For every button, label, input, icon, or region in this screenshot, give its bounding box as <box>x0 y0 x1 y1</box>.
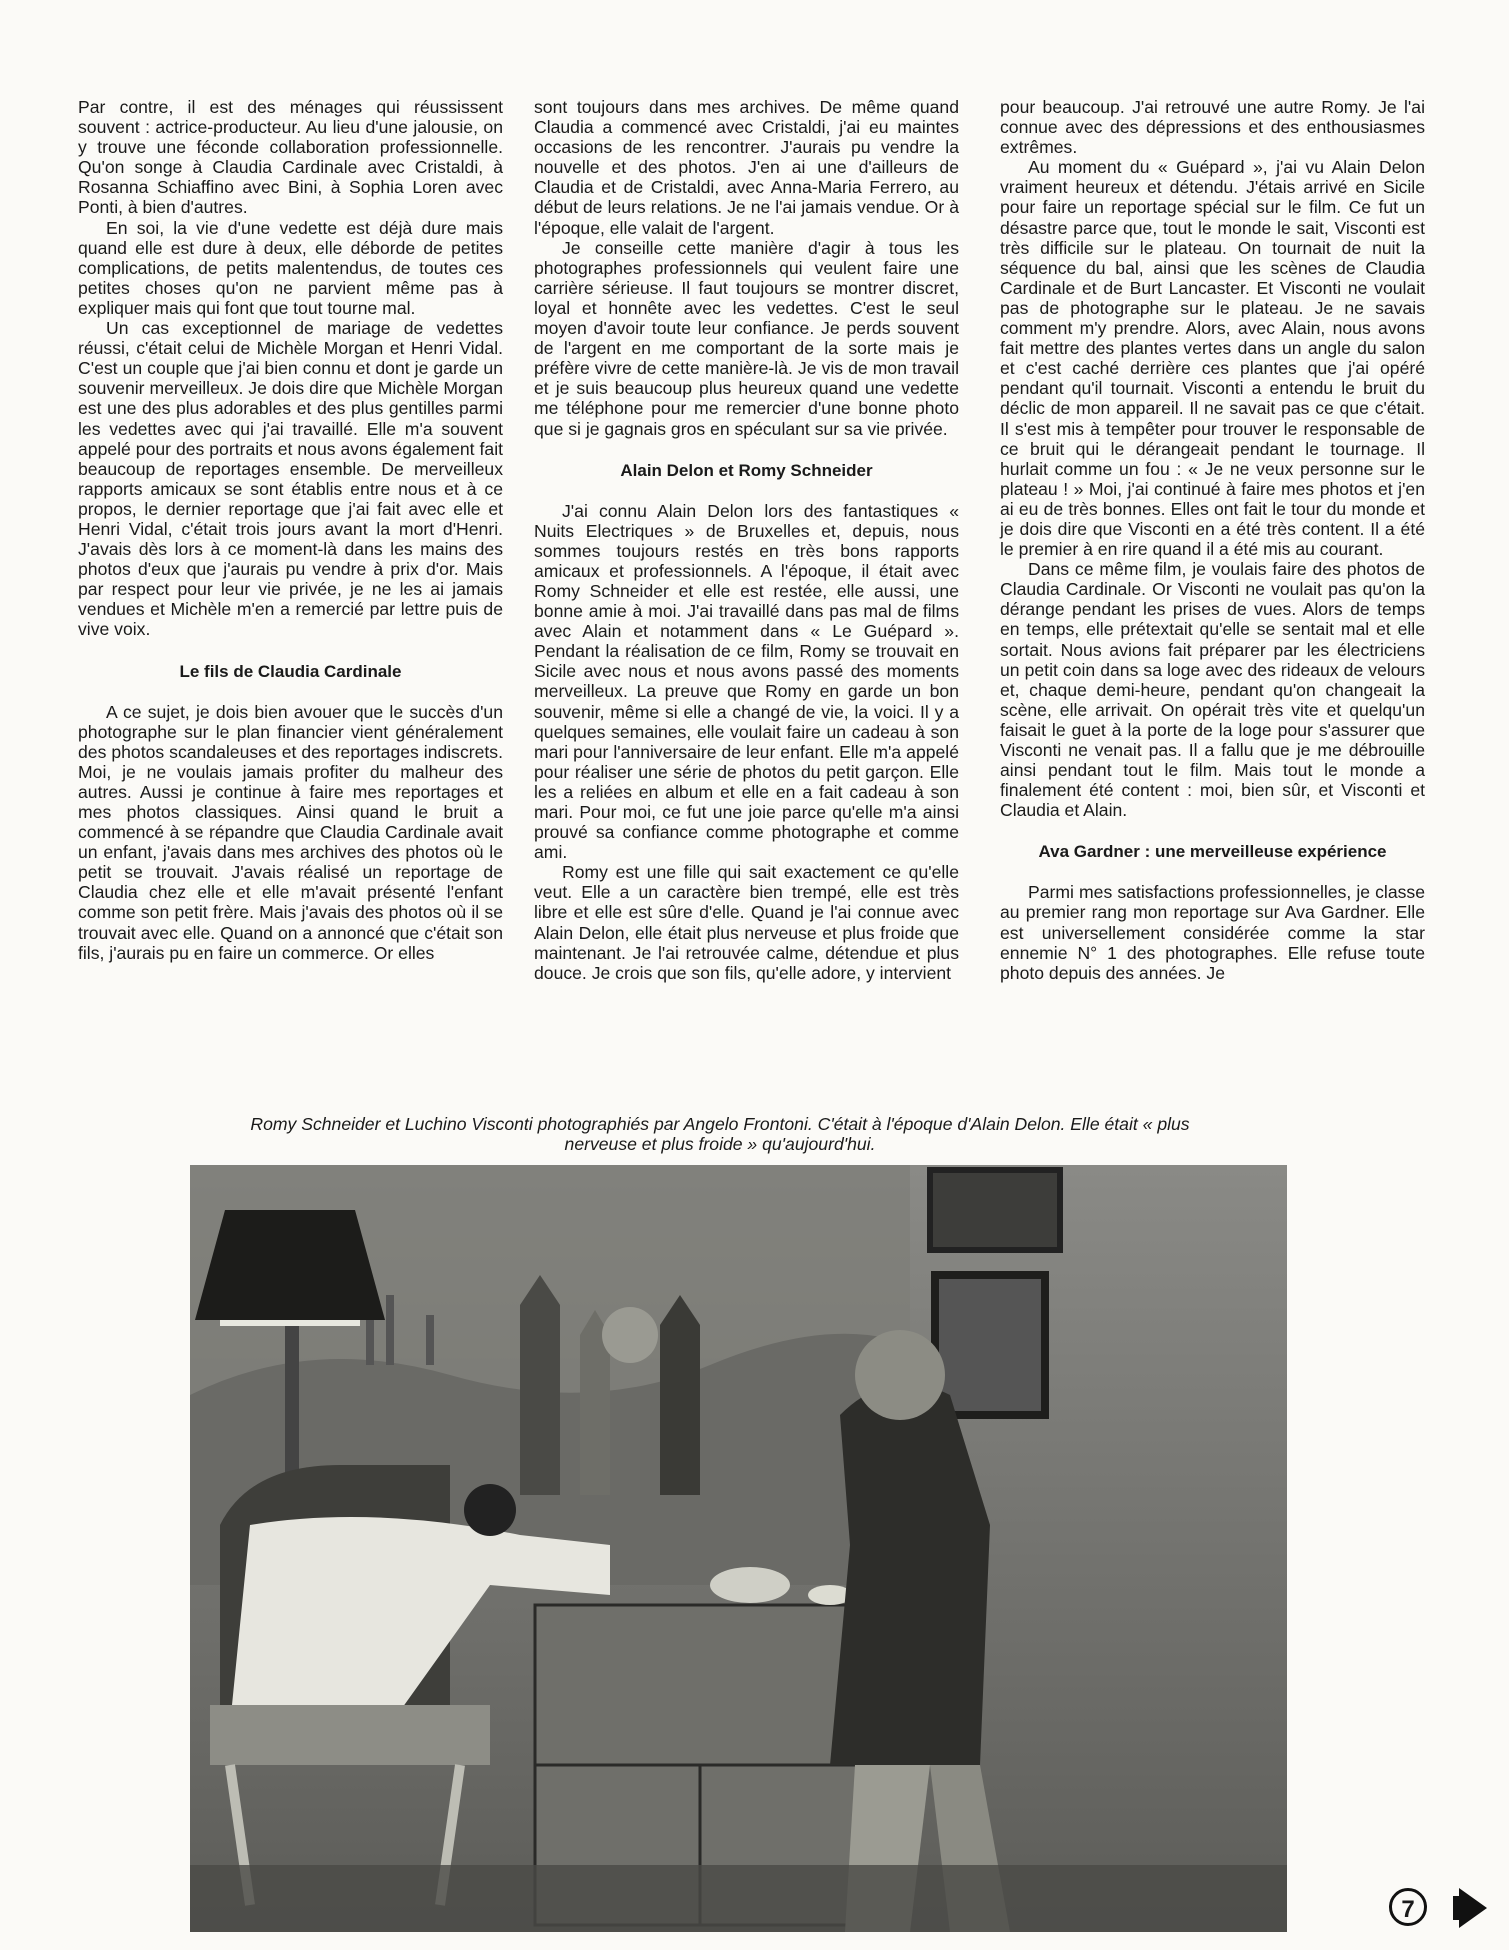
page-number: 7 <box>1389 1888 1427 1926</box>
section-heading: Le fils de Claudia Cardinale <box>179 661 402 681</box>
caption-line: nerveuse et plus froide » qu'aujourd'hui. <box>564 1134 876 1154</box>
article-column-1 <box>78 97 503 963</box>
paragraph: Dans ce même film, je voulais faire des photos de Claudia Cardinale. Or Visconti ne voulait pas qu'on la dérange pendant les prises de vues. Alors de temps en temps, elle prétextait qu'elle se sentait mal et elle sortait. Nous avions fait préparer par les électriciens un petit coin dans sa loge avec des rideaux de velours et, chaque demi-heure, pendant qu'on changeait la scène, elle arrivait. On opérait très vite et quelqu'un faisait le guet à la porte de la loge pour s'assurer que Visconti ne venait pas. Il a fallu que je me débrouille ainsi pendant tout le film. Mais tout le monde a finalement été content : moi, bien sûr, et Visconti et Claudia et Alain. <box>1000 559 1425 821</box>
paragraph: Un cas exceptionnel de mariage de vedettes réussi, c'était celui de Michèle Morgan et Henri Vidal. C'est un couple que j'ai bien connu et dont je garde un souvenir merveilleux. Je dois dire que Michèle Morgan est une des plus adorables et des plus gentilles parmi les vedettes avec qui j'ai travaillé. Elle m'a souvent appelé pour des portraits et nous avons également fait beaucoup de reportages ensemble. De merveilleux rapports amicaux se sont établis entre nous et à ce propos, le dernier reportage que j'ai fait avec elle et Henri Vidal, c'était trois jours avant la mort d'Henri. J'avais dès lors à ce moment-là dans les mains des photos d'eux que j'aurais pu vendre à prix d'or. Mais par respect pour leur vie privée, je ne les ai jamais vendues et Michèle m'en a remercié par lettre puis de vive voix. <box>78 318 503 640</box>
photo-illustration <box>190 1165 1287 1932</box>
paragraph: A ce sujet, je dois bien avouer que le succès d'un photographe sur le plan financier vient généralement des photos scandaleuses et des reportages indiscrets. Moi, je ne voulais jamais profiter du malheur des autres. Aussi je continue à faire mes reportages et mes photos classiques. Ainsi quand le bruit a commencé à se répandre que Claudia Cardinale avait un enfant, j'avais dans mes archives des photos où le petit se trouvait. J'avais réalisé un reportage de Claudia chez elle et elle m'avait présenté l'enfant comme son petit frère. Mais j'avais des photos où il se trouvait avec elle. Quand on a annoncé que c'était son fils, j'aurais pu en faire un commerce. Or elles <box>78 701 503 963</box>
section-heading: Alain Delon et Romy Schneider <box>620 460 873 480</box>
paragraph: J'ai connu Alain Delon lors des fantastiques « Nuits Electriques » de Bruxelles et, depuis, nous sommes toujours restés en très bons rapports amicaux et professionnels. A l'époque, il était avec Romy Schneider et elle est restée, elle aussi, une bonne amie à moi. J'ai travaillé dans pas mal de films avec Alain et notamment dans « Le Guépard ». Pendant la réalisation de ce film, Romy se trouvait en Sicile avec nous et nous avons passé des moments merveilleux. La preuve que Romy en garde un bon souvenir, même si elle a changé de vie, la voici. Il y a quelques semaines, elle voulait faire un cadeau à son mari pour l'anniversaire de leur enfant. Elle m'a appelé pour réaliser une série de photos du petit garçon. Elle les a reliées en album et elle en a fait cadeau à son mari. Pour moi, ce fut une joie parce qu'elle m'a ainsi prouvé sa confiance comme photographe et comme ami. <box>534 500 959 863</box>
section-heading: Ava Gardner : une merveilleuse expérience <box>1038 842 1387 862</box>
photo-caption <box>170 1114 1270 1154</box>
paragraph: sont toujours dans mes archives. De même quand Claudia a commencé avec Cristaldi, j'ai eu maintes occasions de les rencontrer. J'aurais pu vendre la nouvelle et des photos. J'en ai une d'ailleurs de Claudia et de Cristaldi, avec Anna-Maria Ferrero, au début de leurs relations. Je ne l'ai jamais vendue. Or à l'époque, elle valait de l'argent. <box>534 97 959 238</box>
paragraph: Je conseille cette manière d'agir à tous les photographes professionnels qui veulent faire une carrière sérieuse. Il faut toujours se montrer discret, loyal et honnête avec les vedettes. C'est le seul moyen d'avoir toute leur confiance. Je perds souvent de l'argent en me comportant de la sorte mais je préfère vivre de cette manière-là. Je vis de mon travail et je suis beaucoup plus heureux quand une vedette me téléphone pour me remercier d'une bonne photo que si je gagnais gros en spéculant sur sa vie privée. <box>534 237 959 439</box>
paragraph: Au moment du « Guépard », j'ai vu Alain Delon vraiment heureux et détendu. J'étais arrivé en Sicile pour faire un reportage spécial sur le film. Ce fut un désastre parce que, tout le monde le sait, Visconti est très difficile sur le plateau. On tournait de nuit la séquence du bal, ainsi que les scènes de Claudia Cardinale et de Burt Lancaster. Et Visconti ne voulait pas de photographe sur le plateau. Je ne savais comment m'y prendre. Alors, avec Alain, nous avons fait mettre des plantes vertes dans un angle du salon et c'est caché derrière ces plantes que j'ai opéré pendant qu'il tournait. Visconti a entendu le bruit du déclic de mon appareil. Il ne savait pas ce que c'était. Il s'est mis à tempêter pour trouver le responsable de ce bruit qui le dérangeait pendant le tournage. Il hurlait comme un fou : « Je ne veux personne sur le plateau ! » Moi, j'ai continué à faire mes photos et j'en ai eu de très bonnes. Elles ont fait le tour du monde et je dois dire que Visconti en a été très content. Il a été le premier à en rire quand il a été mis au courant. <box>1000 157 1425 560</box>
paragraph: pour beaucoup. J'ai retrouvé une autre Romy. Je l'ai connue avec des dépressions et des enthousiasmes extrêmes. <box>1000 97 1425 158</box>
article-column-3 <box>1000 97 1425 983</box>
caption-line: Romy Schneider et Luchino Visconti photographiés par Angelo Frontoni. C'était à l'époque d'Alain Delon. Elle était « plus <box>250 1114 1190 1134</box>
paragraph: Parmi mes satisfactions professionnelles, je classe au premier rang mon reportage sur Ava Gardner. Elle est universellement considérée comme la star ennemie N° 1 des photographes. Elle refuse toute photo depuis des années. Je <box>1000 882 1425 983</box>
article-photo <box>190 1165 1287 1932</box>
paragraph: En soi, la vie d'une vedette est déjà dure mais quand elle est dure à deux, elle déborde de petites complications, de petits malentendus, de toutes ces petites choses qu'on ne parvient même pas à expliquer mais qui font que tout tourne mal. <box>78 217 503 318</box>
article-column-2 <box>534 97 959 983</box>
next-page-arrow-icon <box>1459 1888 1487 1928</box>
paragraph: Romy est une fille qui sait exactement ce qu'elle veut. Elle a un caractère bien trempé, elle est très libre et elle est sûre d'elle. Quand je l'ai connue avec Alain Delon, elle était plus nerveuse et plus froide que maintenant. Je l'ai retrouvée calme, détendue et plus douce. Je crois que son fils, qu'elle adore, y intervient <box>534 862 959 983</box>
paragraph: Par contre, il est des ménages qui réussissent souvent : actrice-producteur. Au lieu d'une jalousie, on y trouve une féconde collaboration professionnelle. Qu'on songe à Claudia Cardinale avec Cristaldi, à Rosanna Schiaffino avec Bini, à Sophia Loren avec Ponti, à bien d'autres. <box>78 97 503 218</box>
